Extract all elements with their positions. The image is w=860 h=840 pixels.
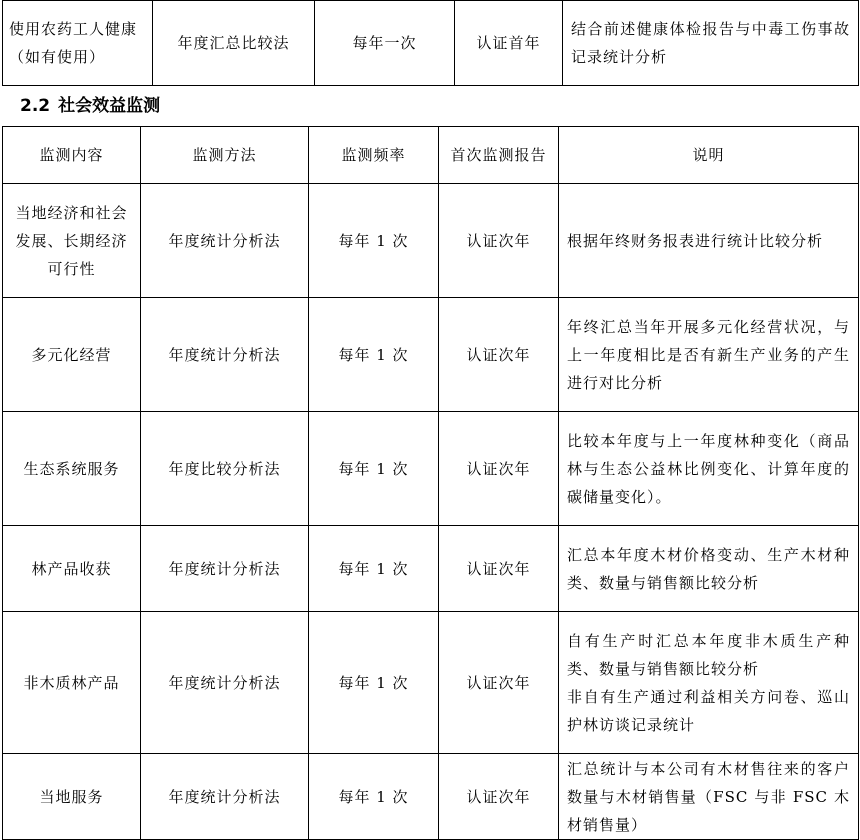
monitoring-method-cell: 年度汇总比较法: [153, 1, 315, 86]
note-cell: [559, 526, 859, 612]
note-cell: [559, 184, 859, 298]
monitoring-method-cell: 年度统计分析法: [141, 612, 309, 754]
table-row: [3, 1, 859, 86]
first-report-cell: 认证次年: [439, 184, 559, 298]
note-line: 非自有生产通过利益相关方问卷、巡山护林访谈记录统计: [567, 687, 850, 734]
monitoring-content-cell: 当地服务: [3, 754, 141, 840]
first-report-cell: 认证首年: [455, 1, 563, 86]
note-line: 比较本年度与上一年度林种变化（商品林与生态公益林比例变化、计算年度的碳储量变化）。: [567, 431, 850, 506]
monitoring-frequency-cell: 每年 1 次: [309, 526, 439, 612]
social-benefit-monitoring-table: [2, 126, 859, 840]
section-title: 社会效益监测: [58, 96, 161, 116]
note-cell: [559, 612, 859, 754]
monitoring-method-cell: 年度统计分析法: [141, 298, 309, 412]
monitoring-frequency-cell: 每年一次: [315, 1, 455, 86]
table-row: [3, 754, 859, 840]
monitoring-frequency-cell: 每年 1 次: [309, 412, 439, 526]
first-report-cell: 认证次年: [439, 754, 559, 840]
header-note: 说明: [559, 127, 859, 184]
section-number: 2.2: [20, 96, 51, 116]
health-monitoring-table: [2, 0, 859, 86]
monitoring-method-cell: 年度统计分析法: [141, 754, 309, 840]
table-row: [3, 526, 859, 612]
table-row: [3, 612, 859, 754]
monitoring-method-cell: 年度统计分析法: [141, 526, 309, 612]
note-cell: [559, 298, 859, 412]
monitoring-content-cell: 林产品收获: [3, 526, 141, 612]
table-row: [3, 184, 859, 298]
monitoring-frequency-cell: 每年 1 次: [309, 754, 439, 840]
monitoring-content-cell: 使用农药工人健康（如有使用）: [3, 1, 153, 86]
note-line: 汇总统计与本公司有木材售往来的客户数量与木材销售量（FSC 与非 FSC 木材销售量）: [567, 759, 850, 834]
header-content: 监测内容: [3, 127, 141, 184]
table-row: [3, 298, 859, 412]
table-row: [3, 412, 859, 526]
note-line: 根据年终财务报表进行统计比较分析: [567, 231, 824, 250]
monitoring-method-cell: 年度统计分析法: [141, 184, 309, 298]
note-line: 自有生产时汇总本年度非木质生产种类、数量与销售额比较分析: [567, 631, 850, 678]
header-frequency: 监测频率: [309, 127, 439, 184]
monitoring-method-cell: 年度比较分析法: [141, 412, 309, 526]
header-first-report: 首次监测报告: [439, 127, 559, 184]
first-report-cell: 认证次年: [439, 612, 559, 754]
monitoring-frequency-cell: 每年 1 次: [309, 184, 439, 298]
monitoring-content-cell: 非木质林产品: [3, 612, 141, 754]
table-header-row: [3, 127, 859, 184]
first-report-cell: 认证次年: [439, 298, 559, 412]
note-line: 年终汇总当年开展多元化经营状况，与上一年度相比是否有新生产业务的产生进行对比分析: [567, 317, 850, 392]
header-method: 监测方法: [141, 127, 309, 184]
note-cell: 结合前述健康体检报告与中毒工伤事故记录统计分析: [563, 1, 859, 86]
monitoring-frequency-cell: 每年 1 次: [309, 612, 439, 754]
note-line: 汇总本年度木材价格变动、生产木材种类、数量与销售额比较分析: [567, 545, 850, 592]
monitoring-frequency-cell: 每年 1 次: [309, 298, 439, 412]
first-report-cell: 认证次年: [439, 526, 559, 612]
monitoring-content-cell: 当地经济和社会发展、长期经济可行性: [3, 184, 141, 298]
first-report-cell: 认证次年: [439, 412, 559, 526]
note-cell: [559, 412, 859, 526]
monitoring-content-cell: 多元化经营: [3, 298, 141, 412]
monitoring-content-cell: 生态系统服务: [3, 412, 141, 526]
section-heading: [20, 92, 160, 120]
note-cell: [559, 754, 859, 840]
